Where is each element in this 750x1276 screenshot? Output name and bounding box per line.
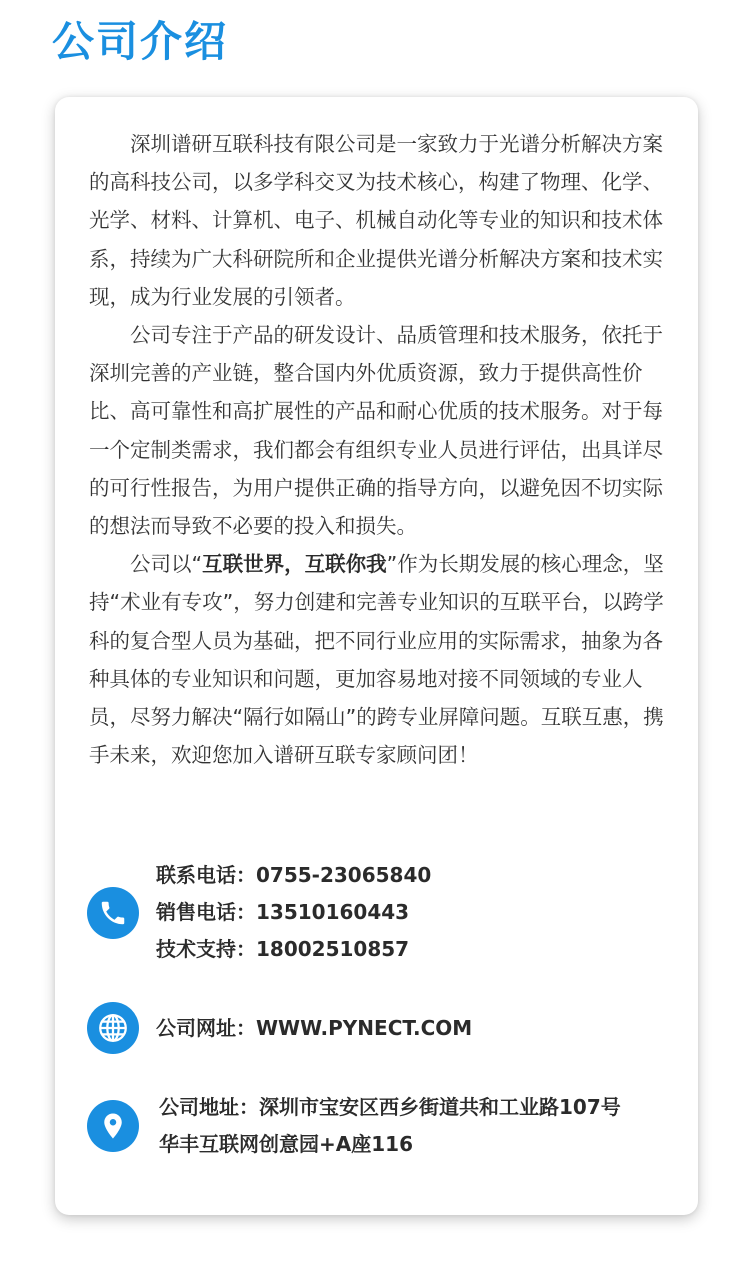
company-slogan: 互联世界，互联你我 <box>202 552 387 577</box>
phone-icon <box>87 887 139 939</box>
paragraph-3-lead: 公司以“ <box>130 552 203 577</box>
hotline-number[interactable]: 联系电话：0755-23065840 <box>156 863 432 887</box>
website-contact <box>87 1002 472 1054</box>
intro-paragraph-3 <box>89 545 667 774</box>
paragraph-3-rest: ”作为长期发展的核心理念，坚持“术业有专攻”，努力创建和完善专业知识的互联平台，以跨学科的复合型人员为基础，把不同行业应用的实际需求，抽象为各种具体的专业知识和问题，更加容易地对接不同领域的专业人员，尽努力解决“隔行如隔山”的跨专业屏障问题。互联互惠，携手未来，欢迎您加入谱研互联专家顾问团！ <box>89 552 664 768</box>
page-title: 公司介绍 <box>52 17 229 66</box>
company-intro-card <box>55 97 698 1215</box>
address-lines <box>159 1089 621 1163</box>
address-line-1: 公司地址：深圳市宝安区西乡街道共和工业路107号 <box>159 1095 621 1119</box>
map-pin-icon <box>87 1100 139 1152</box>
intro-paragraph-1: 深圳谱研互联科技有限公司是一家致力于光谱分析解决方案的高科技公司，以多学科交叉为技术核心，构建了物理、化学、光学、材料、计算机、电子、机械自动化等专业的知识和技术体系，持续为广大科研院所和企业提供光谱分析解决方案和技术实现，成为行业发展的引领者。 <box>89 132 663 309</box>
intro-text <box>89 125 667 774</box>
phone-lines <box>156 857 431 968</box>
website-lines <box>156 1010 472 1047</box>
address-line-2: 华丰互联网创意园+A座116 <box>159 1132 413 1156</box>
website-link[interactable]: 公司网址：WWW.PYNECT.COM <box>156 1015 473 1040</box>
intro-paragraph-2: 公司专注于产品的研发设计、品质管理和技术服务，依托于深圳完善的产业链，整合国内外优质资源，致力于提供高性价比、高可靠性和高扩展性的产品和耐心优质的技术服务。对于每一个定制类需求，我们都会有组织专业人员进行评估，出具详尽的可行性报告，为用户提供正确的指导方向，以避免因不切实际的想法而导致不必要的投入和损失。 <box>89 323 663 539</box>
phone-contacts <box>87 857 431 968</box>
globe-icon <box>87 1002 139 1054</box>
address-contact <box>87 1089 621 1163</box>
sales-number[interactable]: 销售电话：13510160443 <box>156 900 410 924</box>
support-number[interactable]: 技术支持：18002510857 <box>156 937 410 961</box>
